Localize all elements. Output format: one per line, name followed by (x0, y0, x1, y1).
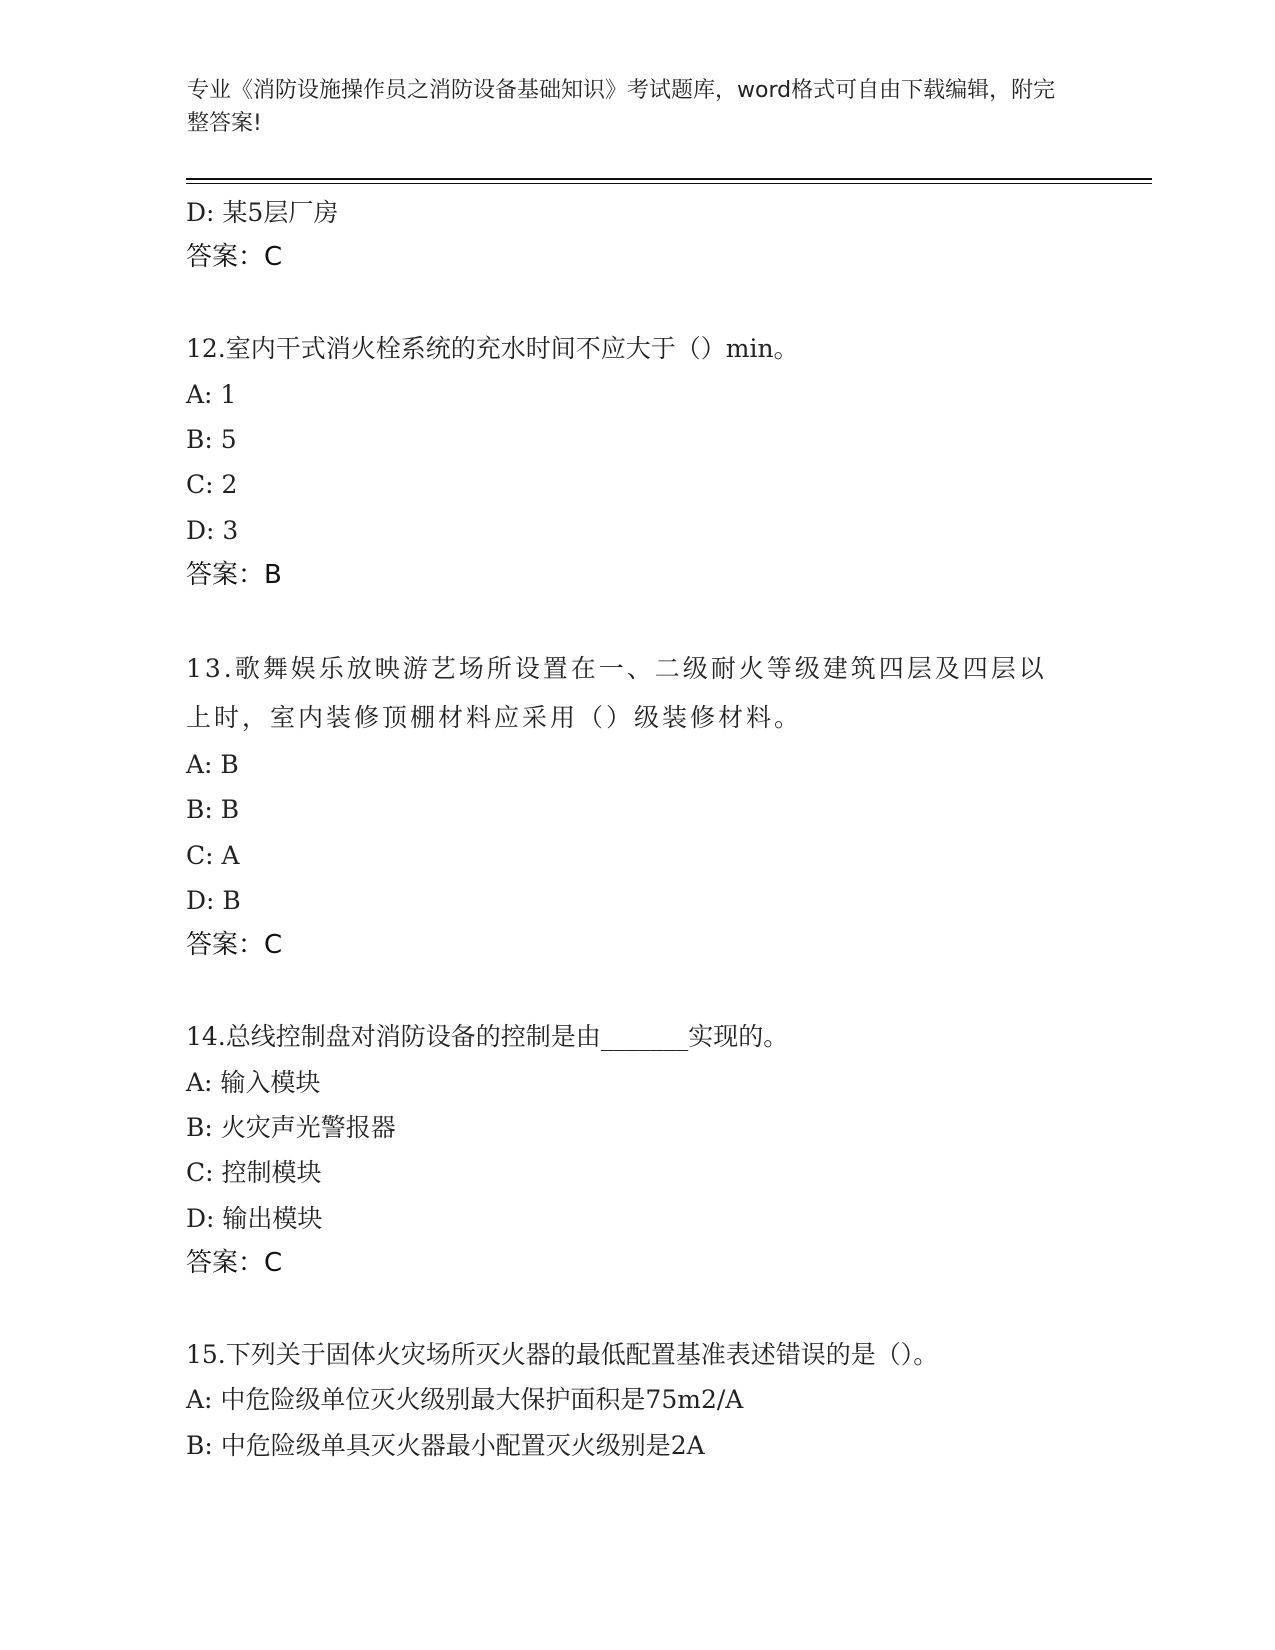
header-rule-thick (186, 178, 1152, 180)
q15-option-b: B: 中危险级单具灭火器最小配置灭火级别是2A (186, 1430, 705, 1460)
q14-option-a: A: 输入模块 (186, 1067, 321, 1097)
question-15: 15.下列关于固体火灾场所灭火器的最低配置基准表述错误的是（）。 (186, 1339, 939, 1369)
q13-option-c: C: A (186, 840, 240, 870)
exam-content (186, 190, 1086, 1468)
question-12: 12.室内干式消火栓系统的充水时间不应大于（）min。 (186, 334, 799, 364)
q13-option-b: B: B (186, 795, 240, 825)
header-rule-thin (186, 183, 1152, 184)
q14-option-b: B: 火灾声光警报器 (186, 1113, 396, 1143)
q13-option-d: D: B (186, 886, 241, 916)
question-13: 13.歌舞娱乐放映游艺场所设置在一、二级耐火等级建筑四层及四层以上时，室内装修顶棚材料应采用（）级装修材料。 (186, 653, 1047, 732)
q14-option-d: D: 输出模块 (186, 1203, 323, 1233)
q13-option-a: A: B (186, 749, 239, 779)
spacer (186, 599, 1086, 644)
q12-option-b: B: 5 (186, 424, 237, 454)
q11-option-d: D: 某5层厂房 (186, 198, 339, 227)
q12-option-c: C: 2 (186, 470, 238, 500)
question-13-wrap (186, 644, 1066, 742)
q14-answer: 答案：C (186, 1248, 283, 1279)
q12-option-d: D: 3 (186, 515, 239, 545)
spacer (186, 281, 1086, 326)
q11-answer: 答案：C (186, 242, 283, 273)
q15-option-a: A: 中危险级单位灭火级别最大保护面积是75m2/A (186, 1385, 744, 1415)
spacer (186, 969, 1086, 1014)
q13-answer: 答案：C (186, 930, 283, 961)
spacer (186, 1287, 1086, 1332)
question-14: 14.总线控制盘对消防设备的控制是由_______实现的。 (186, 1022, 789, 1052)
q14-option-c: C: 控制模块 (186, 1158, 322, 1188)
page-header: 专业《消防设施操作员之消防设备基础知识》考试题库，word格式可自由下载编辑，附完整答案! (187, 78, 1056, 136)
q12-answer: 答案：B (186, 560, 282, 591)
q12-option-a: A: 1 (186, 379, 237, 409)
